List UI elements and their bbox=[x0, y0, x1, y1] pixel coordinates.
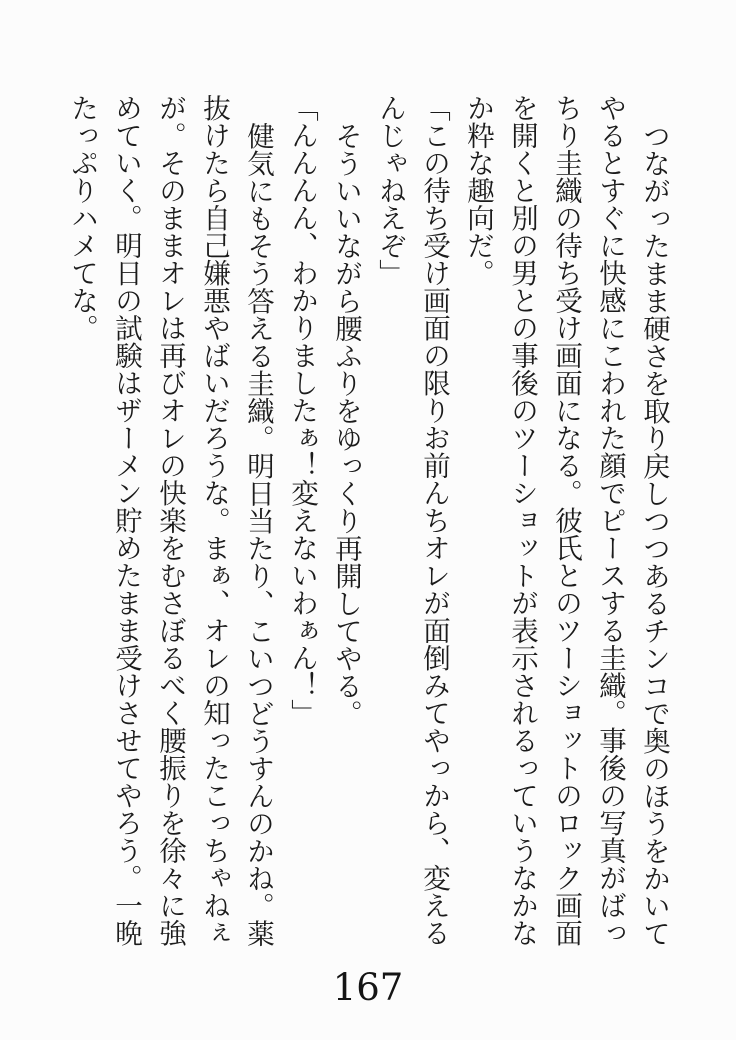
paragraph-dialogue-2: 「んんんん、わかりましたぁ！変えないわぁん！」 bbox=[286, 94, 318, 727]
vertical-text-body bbox=[58, 94, 676, 950]
page-number: 167 bbox=[332, 966, 404, 1009]
paragraph-dialogue-1: 「この待ち受け画面の限りお前んちオレが面倒みてやっから、変えるんじゃねえぞ」 bbox=[374, 94, 450, 947]
paragraph-narration-1: つながったまま硬さを取り戻しつつあるチンコで奥のほうをかいてやるとすぐに快感にこわれた顔でピースする圭織。事後の写真がばっちり圭織の待ち受け画面になる。彼氏とのツーショットのロック画面を開くと別の男との事後のツーショットが表示されるっていうなかなか粋な趣向だ。 bbox=[462, 94, 670, 947]
paragraph-narration-3: 健気にもそう答える圭織。明日当たり、こいつどうすんのかね。薬抜けたら自己嫌悪やばいだろうな。まぁ、オレの知ったこっちゃねぇが。そのままオレは再びオレの快楽をむさぼるべく腰振りを徐々に強めていく。明日の試験はザーメン貯めたまま受けさせてやろう。一晩たっぷりハメてな。 bbox=[66, 94, 274, 947]
paragraph-narration-2: そういいながら腰ふりをゆっくり再開してやる。 bbox=[330, 121, 362, 727]
